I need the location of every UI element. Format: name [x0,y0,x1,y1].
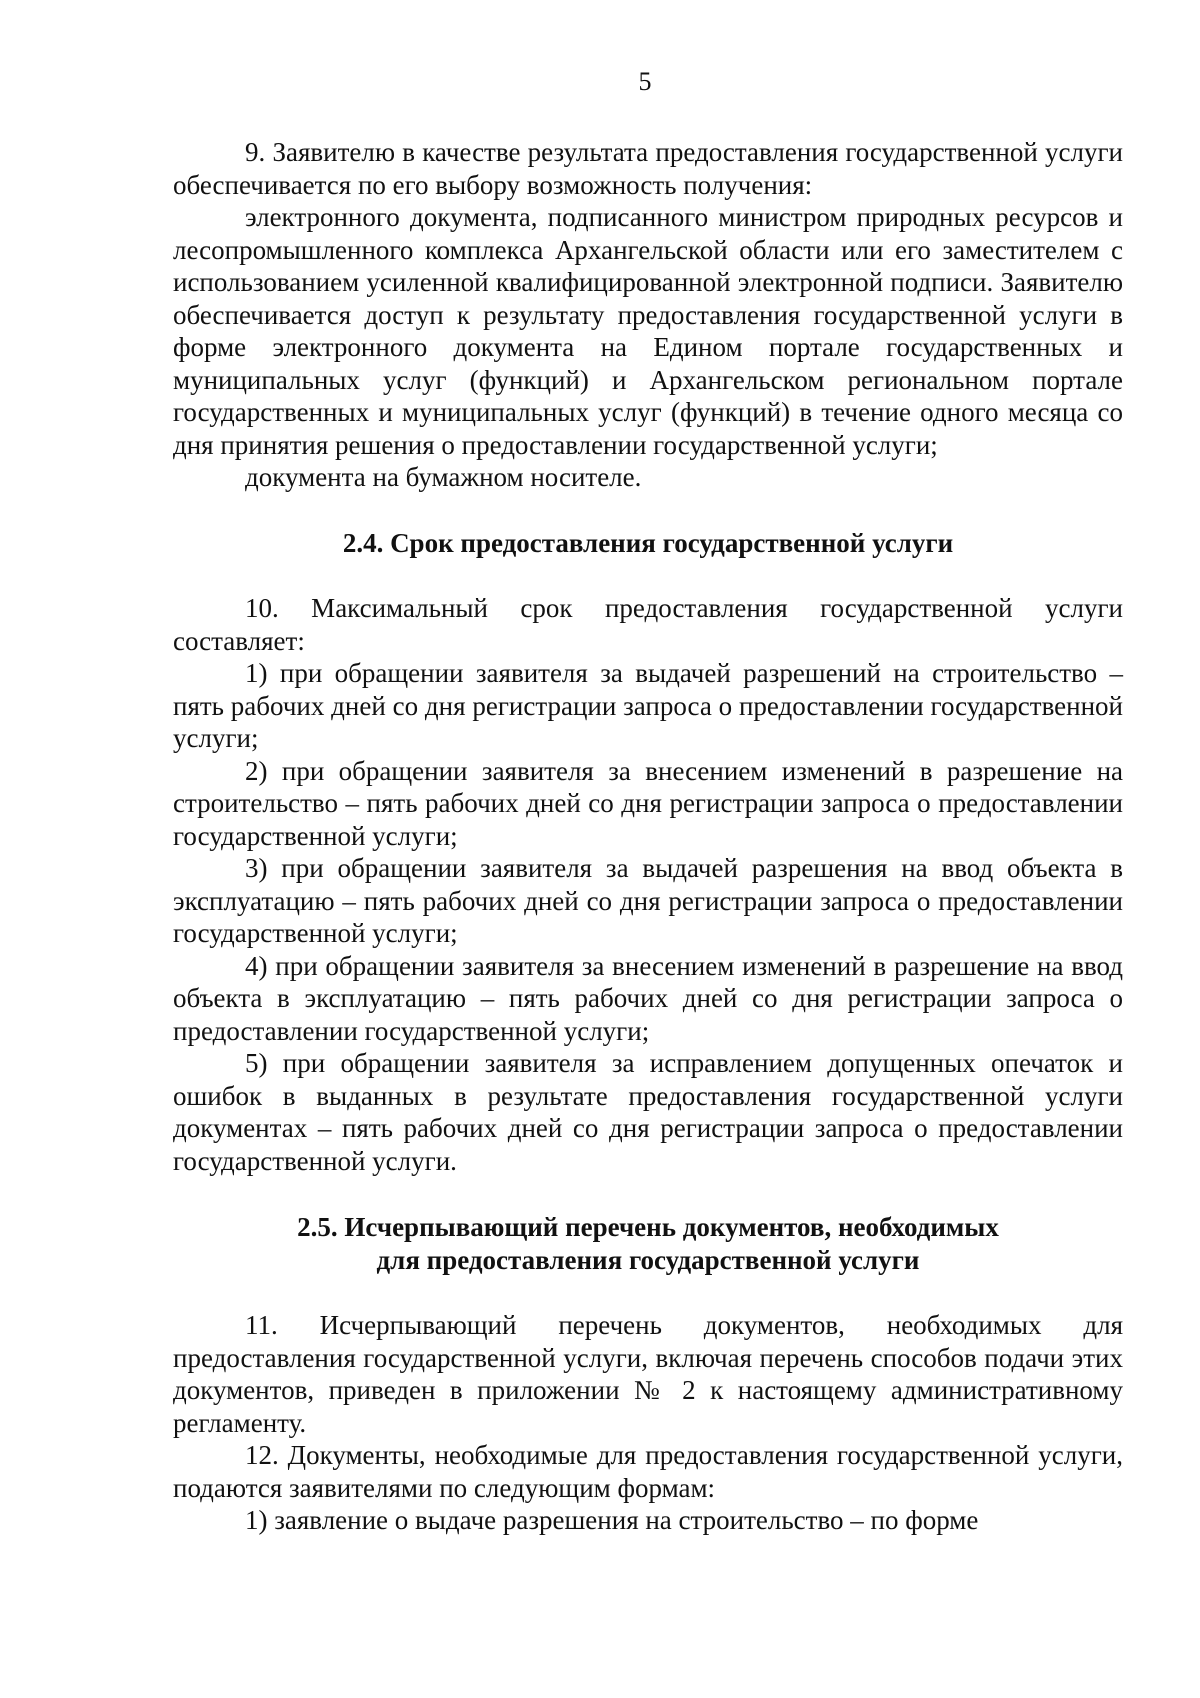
section-heading-2-5-line1: 2.5. Исчерпывающий перечень документов, необходимых [297,1212,999,1242]
section-heading-2-4: 2.4. Срок предоставления государственной услуги [342,527,954,558]
paragraph-9-paper: документа на бумажном носителе. [245,462,642,492]
document-body [173,136,1123,1537]
section-heading-2-5 [173,1211,1123,1276]
paragraph-9-electronic: электронного документа, подписанного министром природных ресурсов и лесопромышленного комплекса Архангельской области или его заместителем с использованием усиленной квалифицированной электронной подписи. Заявителю обеспечивается доступ к результату предоставления государственной услуги в форме электронного документа на Едином портале государственных и муниципальных услуг (функций) и Архангельском региональном портале государственных и муниципальных услуг (функций) в течение одного месяца со дня принятия решения о предоставлении государственной услуги; [173,202,1123,460]
paragraph-12: 12. Документы, необходимые для предоставления государственной услуги, подаются заявителями по следующим формам: [173,1440,1123,1503]
section-heading-2-5-line2: для предоставления государственной услуги [376,1244,920,1275]
list-item-12-1: 1) заявление о выдаче разрешения на строительство – по форме [245,1505,979,1535]
list-item-10-5: 5) при обращении заявителя за исправлением допущенных опечаток и ошибок в выданных в результате предоставления государственной услуги документах – пять рабочих дней со дня регистрации запроса о предоставлении государственной услуги. [173,1048,1123,1176]
list-item-10-3: 3) при обращении заявителя за выдачей разрешения на ввод объекта в эксплуатацию – пять рабочих дней со дня регистрации запроса о предоставлении государственной услуги; [173,853,1123,948]
list-item-10-4: 4) при обращении заявителя за внесением изменений в разрешение на ввод объекта в эксплуатацию – пять рабочих дней со дня регистрации запроса о предоставлении государственной услуги; [173,950,1123,1046]
list-item-10-1: 1) при обращении заявителя за выдачей разрешений на строительство – пять рабочих дней со дня регистрации запроса о предоставлении государственной услуги; [173,658,1123,753]
paragraph-9-intro: 9. Заявителю в качестве результата предоставления государственной услуги обеспечивается по его выбору возможность получения: [173,137,1123,200]
paragraph-11: 11. Исчерпывающий перечень документов, необходимых для предоставления государственной услуги, включая перечень способов подачи этих документов, приведен в приложении № 2 к настоящему административному регламенту. [173,1310,1123,1438]
page-number: 5 [638,67,652,96]
list-item-10-2: 2) при обращении заявителя за внесением изменений в разрешение на строительство – пять рабочих дней со дня регистрации запроса о предоставлении государственной услуги; [173,755,1123,851]
paragraph-10: 10. Максимальный срок предоставления государственной услуги составляет: [173,593,1123,656]
